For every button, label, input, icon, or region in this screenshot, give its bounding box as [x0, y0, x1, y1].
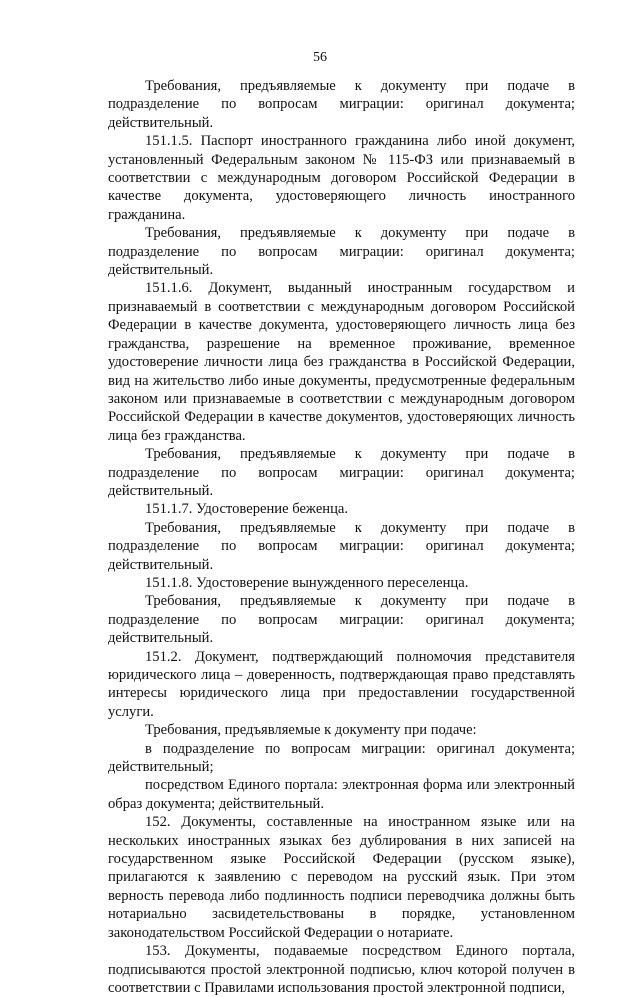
- paragraph-151-1-5: 151.1.5. Паспорт иностранного гражданина либо иной документ, установленный Федеральным законом № 115-ФЗ или признаваемый в соответствии с международным договором Российской Федерации в качестве документа, удостоверяющего личность иностранного гражданина.: [108, 133, 575, 223]
- paragraph-151-1-8: 151.1.8. Удостоверение вынужденного переселенца.: [145, 574, 469, 591]
- paragraph-151-2: 151.2. Документ, подтверждающий полномочия представителя юридического лица – доверенность, подтверждающая право представлять интересы юридического лица при предоставлении государственной услуги.: [108, 648, 575, 720]
- paragraph-requirements: Требования, предъявляемые к документу при подаче в подразделение по вопросам миграции: оригинал документа; действительный.: [108, 446, 575, 499]
- page-number: 56: [313, 50, 327, 65]
- paragraph-153: 153. Документы, подаваемые посредством Единого портала, подписываются простой электронной подписью, ключ которой получен в соответствии с Правилами использования простой электронной подписи,: [108, 943, 575, 996]
- document-body: [108, 77, 575, 997]
- paragraph-requirements: Требования, предъявляемые к документу при подаче в подразделение по вопросам миграции: оригинал документа; действительный.: [108, 519, 575, 573]
- paragraph-requirements: Требования, предъявляемые к документу при подаче в подразделение по вопросам миграции: оригинал документа; действительный.: [108, 225, 575, 279]
- paragraph-requirements-header: Требования, предъявляемые к документу при подаче:: [145, 722, 477, 739]
- paragraph-unified-portal: посредством Единого портала: электронная форма или электронный образ документа; действительный.: [108, 777, 575, 812]
- paragraph-migration-office: в подразделение по вопросам миграции: оригинал документа; действительный;: [108, 740, 575, 776]
- paragraph-requirements: Требования, предъявляемые к документу при подаче в подразделение по вопросам миграции: оригинал документа; действительный.: [108, 78, 575, 131]
- paragraph-requirements: Требования, предъявляемые к документу при подаче в подразделение по вопросам миграции: оригинал документа; действительный.: [108, 593, 575, 647]
- paragraph-152: 152. Документы, составленные на иностранном языке или на нескольких иностранных языках без дублирования в них записей на государственном языке Российской Федерации (русском языке), прилагаются к заявлению с переводом на русский язык. При этом верность перевода либо подлинность подписи переводчика должны быть нотариально засвидетельствованы в порядке, установленном законодательством Российской Федерации о нотариате.: [108, 814, 575, 941]
- paragraph-151-1-6: 151.1.6. Документ, выданный иностранным государством и признаваемый в соответствии с международным договором Российской Федерации в качестве документа, удостоверяющего личность лица без гражданства, разрешение на временное проживание, временное удостоверение личности лица без гражданства в Российской Федерации, вид на жительство либо иные документы, предусмотренные федеральным законом или признаваемые в соответствии с международным договором Российской Федерации в качестве документов, удостоверяющих личность лица без гражданства.: [108, 280, 575, 444]
- paragraph-151-1-7: 151.1.7. Удостоверение беженца.: [145, 501, 349, 518]
